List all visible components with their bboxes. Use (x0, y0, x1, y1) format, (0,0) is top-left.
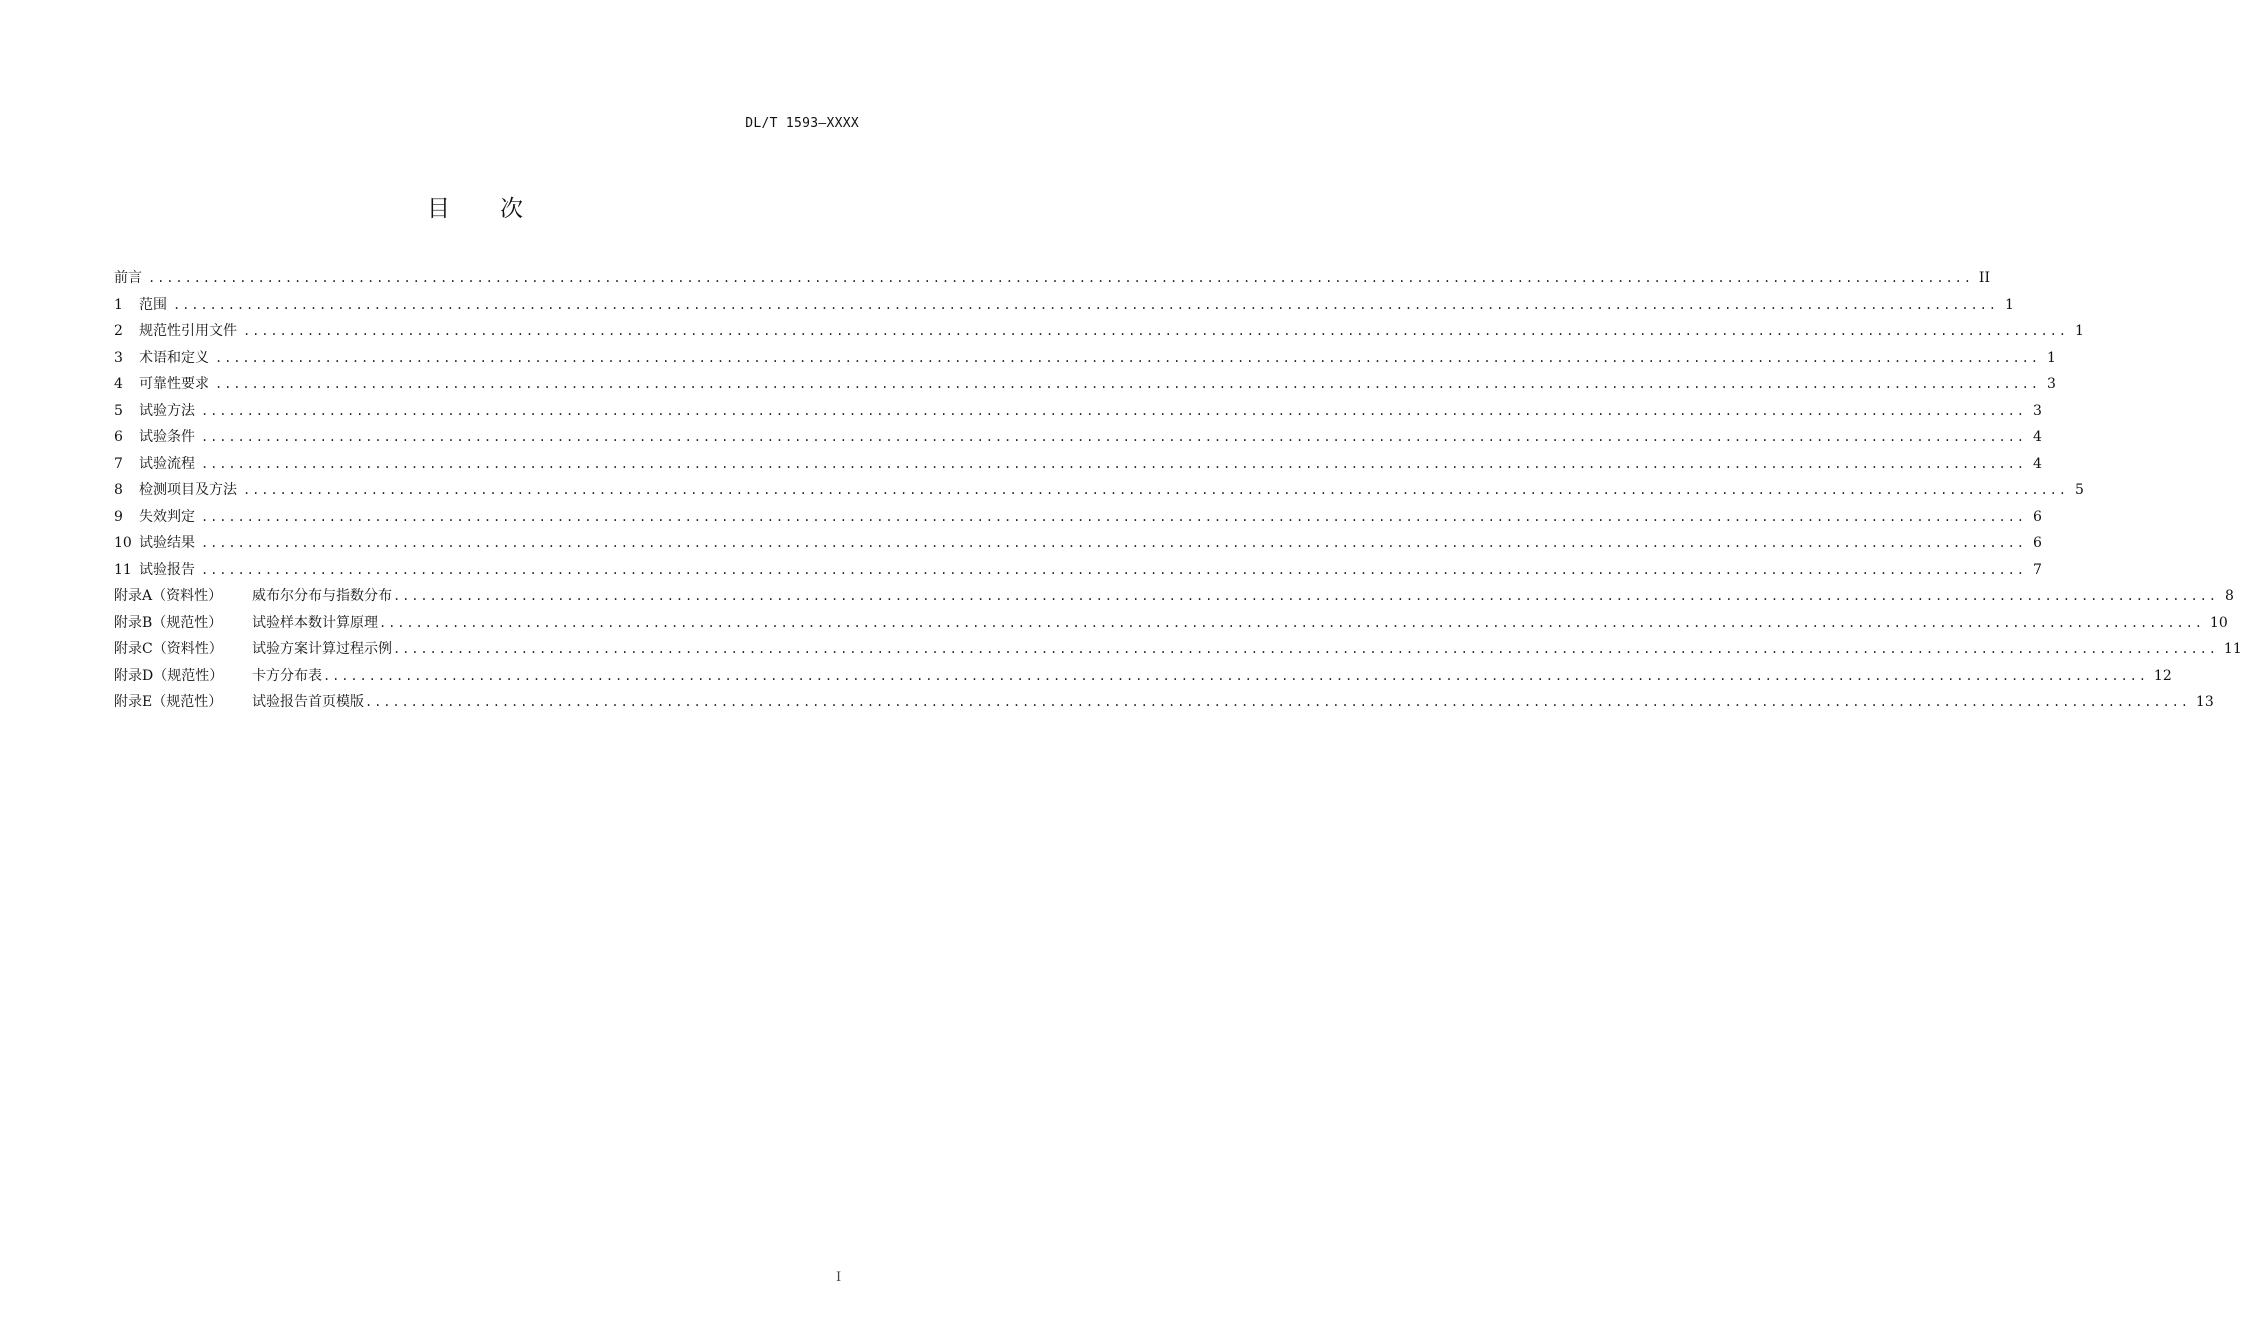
dot-leader: ........................................................................................................................................................................................................ (201, 456, 2026, 471)
dot-leader: ........................................................................................................................................................................................................ (148, 271, 1973, 285)
toc-appendix-entry[interactable] (114, 665, 2172, 692)
dot-leader: ........................................................................................................................................................................................................ (201, 509, 2026, 524)
toc-entry-number: 11 (114, 561, 132, 578)
toc-entry-label: 试验条件 (139, 429, 195, 445)
toc-appendix-entry[interactable] (114, 638, 2242, 665)
appendix-title: 试验方案计算过程示例 (252, 641, 392, 657)
toc-entry-page: 11 (2223, 641, 2242, 657)
toc-entry-label: 前言 (114, 270, 142, 286)
toc-entry-page: 3 (2047, 376, 2056, 392)
toc-entry-page: 7 (2033, 561, 2042, 578)
appendix-label: 附录C（资料性） (114, 641, 223, 657)
toc-entry-page: 5 (2075, 482, 2084, 498)
toc-entry-label: 试验结果 (139, 535, 195, 551)
toc-entry-page: 1 (2075, 323, 2084, 339)
toc-entry[interactable] (114, 479, 2084, 506)
appendix-label: 附录E（规范性） (114, 694, 223, 710)
document-code: DL/T 1593—XXXX (745, 116, 859, 131)
toc-entry-page: 6 (2033, 508, 2042, 525)
toc-entry-number: 2 (114, 323, 123, 339)
toc-entry-page: 1 (2005, 296, 2014, 313)
toc-entry[interactable] (114, 532, 2042, 559)
toc-entry[interactable] (114, 506, 2042, 533)
dot-leader: ........................................................................................................................................................................................................ (201, 430, 2026, 444)
toc-entry[interactable] (114, 320, 2084, 347)
toc-entry[interactable] (114, 347, 2056, 374)
toc-entry-label: 术语和定义 (139, 349, 209, 366)
appendix-label: 附录B（规范性） (114, 614, 223, 631)
appendix-title: 威布尔分布与指数分布 (252, 588, 392, 604)
page-title (0, 190, 950, 223)
toc-entry[interactable] (114, 373, 2056, 400)
dot-leader: ........................................................................................................................................................................................................ (201, 562, 2026, 577)
toc-entry-number: 4 (114, 376, 123, 392)
dot-leader: ........................................................................................................................................................................................................ (379, 615, 2204, 630)
toc-entry-page: 4 (2033, 429, 2042, 445)
appendix-title: 试验报告首页模版 (252, 694, 364, 710)
dot-leader: ........................................................................................................................................................................................................ (365, 695, 2190, 709)
title-char-2: 次 (500, 196, 523, 222)
dot-leader: ........................................................................................................................................................................................................ (393, 642, 2218, 656)
toc-entry-page: 3 (2033, 402, 2042, 419)
dot-leader: ........................................................................................................................................................................................................ (393, 589, 2218, 603)
toc-entry-number: 5 (114, 402, 123, 419)
toc-entry[interactable] (114, 559, 2042, 586)
appendix-title: 试验样本数计算原理 (252, 614, 378, 631)
toc-entry-label: 检测项目及方法 (139, 482, 237, 498)
appendix-label: 附录D（规范性） (114, 667, 224, 684)
toc-entry-number: 10 (114, 535, 132, 551)
toc-entry-page: 12 (2153, 667, 2172, 684)
toc-entry-page: 8 (2225, 588, 2234, 604)
dot-leader: ........................................................................................................................................................................................................ (215, 350, 2040, 365)
footer-page-number: I (836, 1270, 842, 1285)
dot-leader: ........................................................................................................................................................................................................ (215, 377, 2040, 391)
title-char-1: 目 (427, 196, 450, 222)
toc-entry-page: 4 (2033, 455, 2042, 472)
dot-leader: ........................................................................................................................................................................................................ (173, 297, 1998, 312)
toc-entry-number: 7 (114, 455, 123, 472)
toc-entry-label: 试验报告 (139, 561, 195, 578)
toc-entry-label: 试验方法 (139, 402, 195, 419)
toc-entry-number: 1 (114, 296, 123, 313)
toc-entry-page: 10 (2209, 614, 2228, 631)
toc-entry[interactable] (114, 400, 2042, 427)
dot-leader: ........................................................................................................................................................................................................ (201, 536, 2026, 550)
dot-leader: ........................................................................................................................................................................................................ (243, 483, 2068, 497)
toc-entry[interactable] (114, 453, 2042, 480)
toc-entry-label: 规范性引用文件 (139, 323, 237, 339)
toc-entry-page: 13 (2195, 694, 2214, 710)
toc-appendix-entry[interactable] (114, 585, 2234, 612)
table-of-contents (114, 267, 2242, 718)
toc-entry-label: 可靠性要求 (139, 376, 209, 392)
toc-entry-number: 8 (114, 482, 123, 498)
toc-entry-number: 6 (114, 429, 123, 445)
toc-entry-label: 失效判定 (139, 508, 195, 525)
toc-entry[interactable] (114, 294, 2014, 321)
toc-entry-label: 范围 (139, 296, 167, 313)
toc-entry-number: 3 (114, 349, 123, 366)
toc-entry-label: 试验流程 (139, 455, 195, 472)
toc-entry[interactable] (114, 426, 2042, 453)
toc-entry-preface[interactable] (114, 267, 1990, 294)
toc-appendix-entry[interactable] (114, 691, 2214, 718)
toc-entry-page: II (1978, 270, 1990, 286)
toc-entry-page: 1 (2047, 349, 2056, 366)
appendix-title: 卡方分布表 (252, 667, 322, 684)
toc-appendix-entry[interactable] (114, 612, 2228, 639)
dot-leader: ........................................................................................................................................................................................................ (243, 324, 2068, 338)
toc-entry-page: 6 (2033, 535, 2042, 551)
toc-entry-number: 9 (114, 508, 123, 525)
appendix-label: 附录A（资料性） (114, 588, 223, 604)
dot-leader: ........................................................................................................................................................................................................ (201, 403, 2026, 418)
dot-leader: ........................................................................................................................................................................................................ (323, 668, 2148, 683)
